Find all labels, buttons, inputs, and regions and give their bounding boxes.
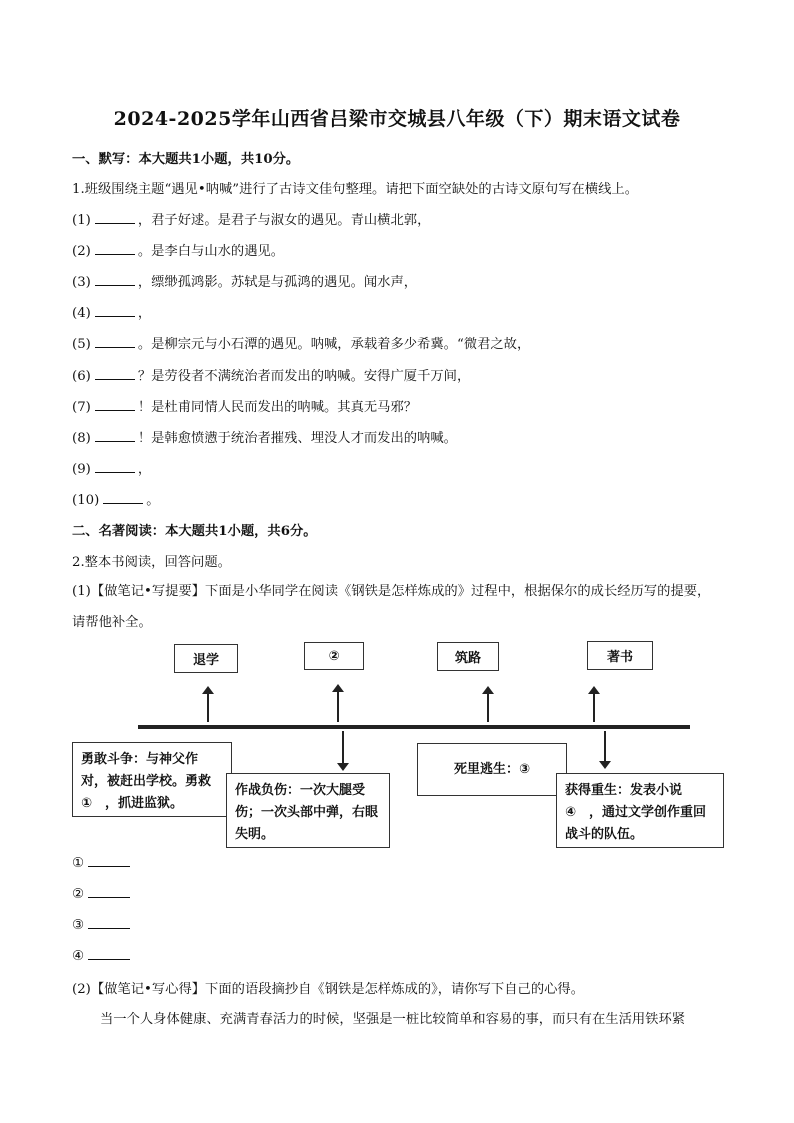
item-text: 。是柳宗元与小石潭的遇见。呐喊，承载着多少希冀。“微君之故， [137,337,531,352]
section2-heading: 二、名著阅读：本大题共1小题，共6分。 [72,524,317,539]
arrow-up [332,684,344,722]
item-number: (9) [72,462,91,477]
answer-blank[interactable] [95,367,135,380]
answer-blank[interactable] [103,491,143,504]
blank-item-5 [72,333,530,352]
item-text: 。是李白与山水的遇见。 [137,244,285,259]
question-1: 1.班级围绕主题“遇见•呐喊”进行了古诗文佳句整理。请把下面空缺处的古诗文原句写在横线上。 [72,182,638,197]
arrow-up [588,686,600,722]
blank-item-4 [72,302,151,321]
bottom-box-narrow-escape: 死里逃生：③ [417,743,567,796]
answer-line-3 [72,916,133,933]
answer-blank[interactable] [95,429,135,442]
answer-label: ④ [72,949,84,964]
question-2: 2.整本书阅读，回答问题。 [72,555,231,570]
answer-line-4 [72,947,133,964]
question-2-part1: (1)【做笔记•写提要】下面是小华同学在阅读《钢铁是怎样炼成的》过程中，根据保尔的成长经历写的提要，请帮他补全。 [72,584,711,630]
item-number: (1) [72,213,91,228]
answer-blank[interactable] [95,242,135,255]
arrow-down [337,731,349,771]
section1-heading: 一、默写：本大题共1小题，共10分。 [72,152,300,167]
top-box-road-building: 筑路 [437,642,499,671]
item-number: (2) [72,244,91,259]
blank-item-9 [72,458,151,477]
answer-blank[interactable] [95,304,135,317]
top-box-blank-2: ② [304,642,364,670]
blank-item-2 [72,240,284,259]
answer-blank[interactable] [88,885,130,898]
item-number: (6) [72,369,91,384]
item-text: ！是杜甫同情人民而发出的呐喊。其真无马邪？ [137,400,418,415]
answer-blank[interactable] [95,460,135,473]
answer-blank[interactable] [95,398,135,411]
answer-line-2 [72,885,133,902]
blank-item-3 [72,271,417,290]
answer-line-1 [72,854,133,871]
arrow-up [482,686,494,722]
answer-label: ② [72,887,84,902]
blank-item-6 [72,365,470,384]
arrow-up [202,686,214,722]
item-number: (10) [72,493,100,508]
blank-item-10 [72,489,160,508]
blank-item-8 [72,427,457,446]
answer-blank[interactable] [95,211,135,224]
bottom-box-rebirth: 获得重生：发表小说④ ，通过文学创作重回战斗的队伍。 [556,773,724,848]
item-number: (7) [72,400,91,415]
blank-item-1 [72,209,430,228]
exam-title: 2024-2025学年山西省吕梁市交城县八年级（下）期末语文试卷 [113,108,681,130]
item-number: (5) [72,337,91,352]
item-number: (8) [72,431,91,446]
item-text: ，君子好逑。是君子与淑女的遇见。青山横北郭， [137,213,431,228]
answer-label: ① [72,856,84,871]
answer-blank[interactable] [95,273,135,286]
top-box-writing-book: 著书 [587,641,653,670]
arrow-down [599,731,611,769]
top-box-dropout: 退学 [174,644,238,673]
item-number: (3) [72,275,91,290]
bottom-box-war-wounds: 作战负伤：一次大腿受伤；一次头部中弹，右眼失明。 [226,773,390,848]
item-text: ， [137,462,152,477]
excerpt-passage: 当一个人身体健康、充满青春活力的时候，坚强是一桩比较简单和容易的事，而只有在生活用铁环紧 [100,1012,686,1027]
timeline-axis [138,725,690,729]
item-text: ， [137,306,152,321]
timeline-diagram [68,636,708,846]
answer-label: ③ [72,918,84,933]
bottom-box-struggle: 勇敢斗争：与神父作对，被赶出学校。勇救① ，抓进监狱。 [72,742,232,817]
item-text: ，缥缈孤鸿影。苏轼是与孤鸿的遇见。闻水声， [137,275,418,290]
item-text: 。 [146,493,160,508]
item-text: ！是韩愈愤懑于统治者摧残、埋没人才而发出的呐喊。 [137,431,457,446]
answer-blank[interactable] [88,916,130,929]
item-number: (4) [72,306,91,321]
answer-blank[interactable] [95,335,135,348]
answer-blank[interactable] [88,854,130,867]
blank-item-7 [72,396,417,415]
answer-blank[interactable] [88,947,130,960]
question-2-part2: (2)【做笔记•写心得】下面的语段摘抄自《钢铁是怎样炼成的》，请你写下自己的心得。 [72,982,585,997]
item-text: ？是劳役者不满统治者而发出的呐喊。安得广厦千万间， [137,369,471,384]
